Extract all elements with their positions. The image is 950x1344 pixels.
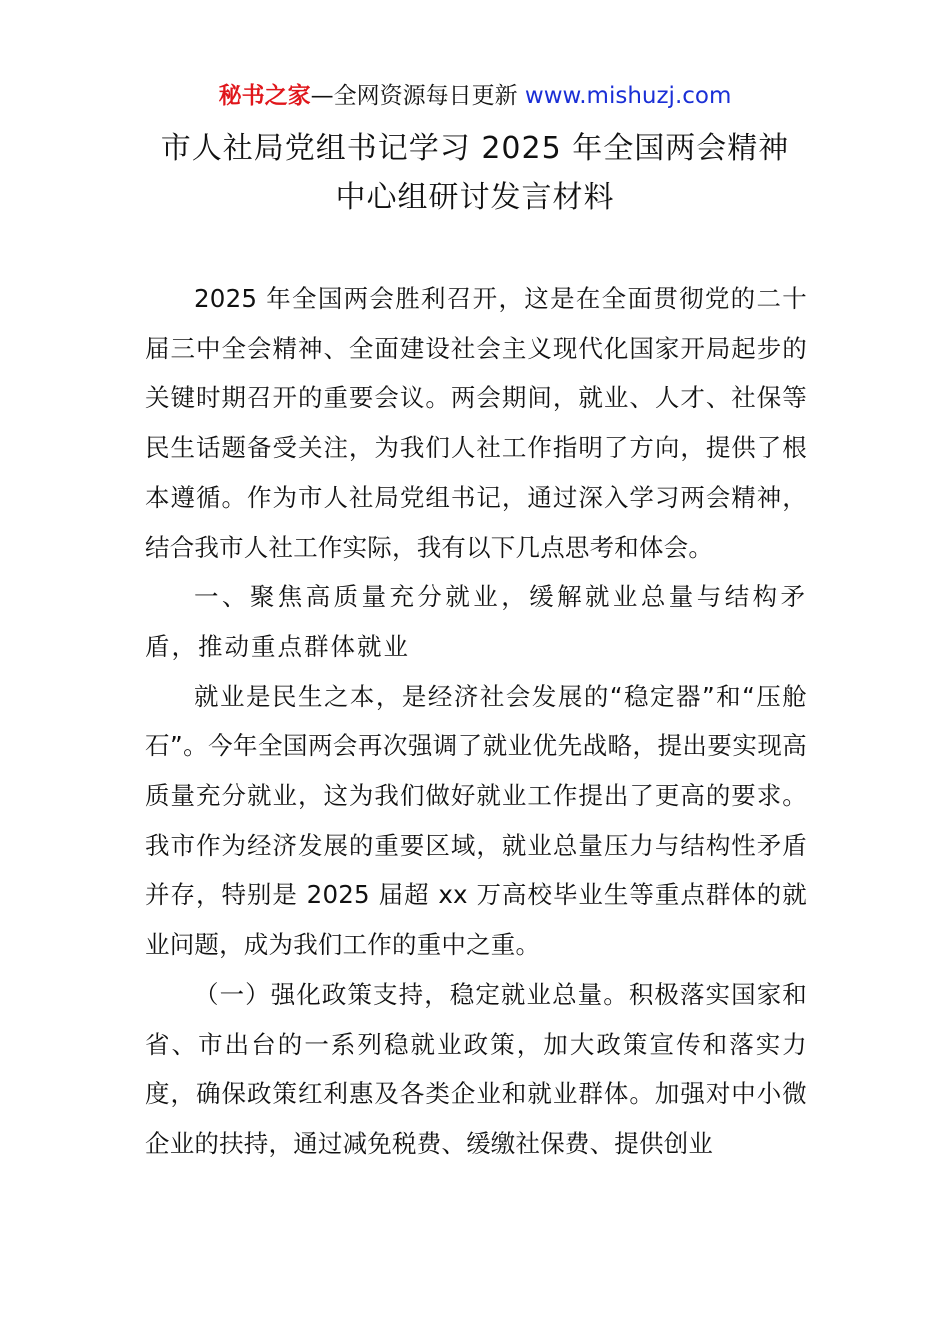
banner-tagline: —全网资源每日更新 bbox=[310, 83, 525, 109]
paragraph-intro: 2025 年全国两会胜利召开，这是在全面贯彻党的二十届三中全会精神、全面建设社会主义现代化国家开局起步的关键时期召开的重要会议。两会期间，就业、人才、社保等民生话题备受关注，为我们人社工作指明了方向，提供了根本遵循。作为市人社局党组书记，通过深入学习两会精神，结合我市人社工作实际，我有以下几点思考和体会。 bbox=[145, 284, 807, 562]
document-title-line-2: 中心组研讨发言材料 bbox=[335, 180, 615, 215]
document-body bbox=[145, 274, 807, 1169]
site-banner bbox=[0, 80, 950, 112]
paragraph-employment: 就业是民生之本，是经济社会发展的“稳定器”和“压舱石”。今年全国两会再次强调了就业优先战略，提出要实现高质量充分就业，这为我们做好就业工作提出了更高的要求。我市作为经济发展的重要区域，就业总量压力与结构性矛盾并存，特别是 2025 届超 xx 万高校毕业生等重点群体的就业问题，成为我们工作的重中之重。 bbox=[145, 681, 807, 960]
banner-brand: 秘书之家 bbox=[218, 83, 311, 109]
section-heading-1: 一、聚焦高质量充分就业，缓解就业总量与结构矛盾，推动重点群体就业 bbox=[145, 582, 807, 661]
paragraph-policy-support: （一）强化政策支持，稳定就业总量。积极落实国家和省、市出台的一系列稳就业政策，加大政策宣传和落实力度，确保政策红利惠及各类企业和就业群体。加强对中小微企业的扶持，通过减免税费、缓缴社保费、提供创业 bbox=[145, 979, 807, 1158]
banner-url-link[interactable]: www.mishuzj.com bbox=[524, 83, 732, 109]
document-title-line-1: 市人社局党组书记学习 2025 年全国两会精神 bbox=[160, 131, 790, 166]
